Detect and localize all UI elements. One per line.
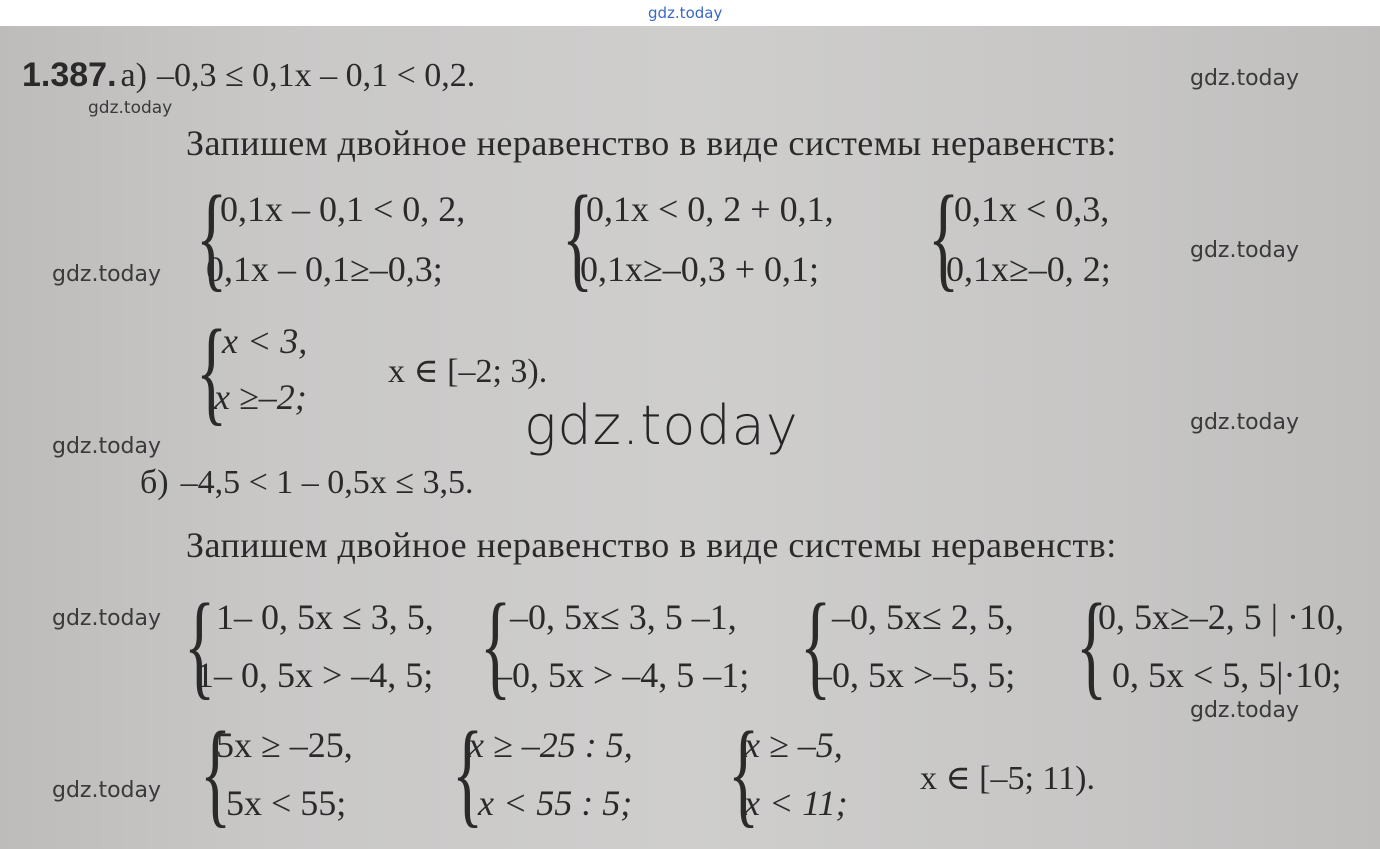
system-line: x < 55 : 5; — [478, 783, 633, 823]
brace: { — [184, 579, 216, 710]
system-line: x ≥–2; — [214, 377, 307, 417]
watermark: gdz.today — [1190, 698, 1300, 723]
watermark: gdz.today — [52, 434, 162, 459]
part-b-inequality: –4,5 < 1 – 0,5x ≤ 3,5. — [180, 464, 474, 501]
watermark: gdz.today — [52, 262, 162, 287]
system-line: 0,1x < 0,3, — [954, 189, 1110, 229]
problem-number: 1.387. — [22, 56, 117, 94]
brace: { — [480, 579, 512, 710]
system-line: –0, 5x≤ 2, 5, — [832, 597, 1014, 637]
system-line: 1– 0, 5x ≤ 3, 5, — [216, 597, 434, 637]
system-line: 5x ≥ –25, — [216, 725, 353, 765]
brace: { — [200, 707, 232, 838]
watermark: gdz.today — [1190, 238, 1300, 263]
watermark: gdz.today — [1190, 66, 1300, 91]
system-line: –0, 5x >–5, 5; — [814, 655, 1016, 695]
textbook-page — [0, 26, 1380, 849]
brace: { — [1076, 579, 1108, 710]
brace: { — [562, 171, 594, 302]
part-a-inequality: –0,3 ≤ 0,1x – 0,1 < 0,2. — [156, 57, 476, 94]
system-line: 5x < 55; — [226, 783, 347, 823]
system-line: x < 3, — [222, 321, 308, 361]
system-line: x < 11; — [744, 783, 848, 823]
problem-a-header — [22, 56, 475, 95]
system-line: 1– 0, 5x > –4, 5; — [196, 655, 434, 695]
part-a-label: а) — [120, 57, 147, 94]
answer-a: x ∈ [–2; 3). — [388, 353, 548, 390]
intro-a: Запишем двойное неравенство в виде системы неравенств: — [186, 123, 1117, 163]
watermark: gdz.today — [52, 778, 162, 803]
system-line: x ≥ –25 : 5, — [468, 725, 633, 765]
brace: { — [196, 171, 228, 302]
watermark: gdz.today — [88, 98, 173, 118]
answer-b: x ∈ [–5; 11). — [920, 760, 1095, 797]
system-line: x ≥ –5, — [744, 725, 843, 765]
system-line: 0, 5x < 5, 5|·10; — [1112, 655, 1342, 695]
system-line: 0, 5x≥–2, 5 | ·10, — [1098, 597, 1344, 637]
problem-b-header — [140, 464, 473, 502]
brace: { — [800, 579, 832, 710]
system-line: –0, 5x≤ 3, 5 –1, — [510, 597, 737, 637]
watermark: gdz.today — [52, 606, 162, 631]
system-line: 0,1x≥–0,3 + 0,1; — [580, 249, 820, 289]
system-line: 0,1x – 0,1 < 0, 2, — [220, 189, 466, 229]
system-line: 0,1x < 0, 2 + 0,1, — [586, 189, 834, 229]
brace: { — [452, 707, 484, 838]
brace: { — [928, 171, 960, 302]
system-line: 0,1x – 0,1≥–0,3; — [206, 249, 443, 289]
watermark: gdz.today — [1190, 410, 1300, 435]
brace: { — [196, 305, 228, 436]
system-line: –0, 5x > –4, 5 –1; — [494, 655, 750, 695]
intro-b: Запишем двойное неравенство в виде системы неравенств: — [186, 525, 1117, 565]
top-watermark: gdz.today — [648, 4, 723, 22]
part-b-label: б) — [140, 464, 169, 501]
center-watermark: gdz.today — [524, 394, 799, 457]
system-line: 0,1x≥–0, 2; — [946, 249, 1111, 289]
brace: { — [728, 707, 760, 838]
